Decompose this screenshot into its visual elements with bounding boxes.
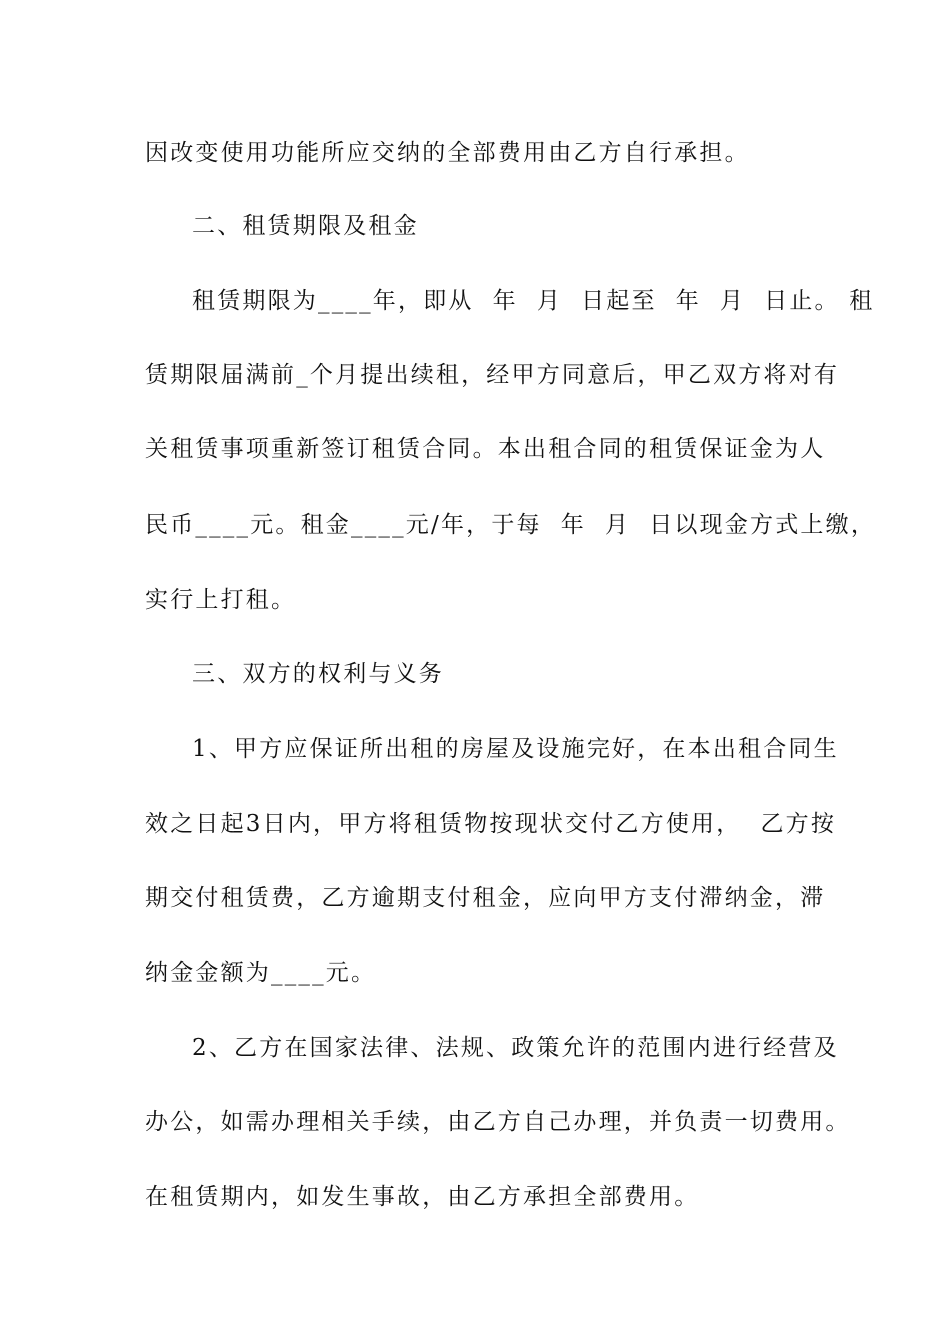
section-heading-rights-obligations: 三、双方的权利与义务 bbox=[192, 661, 444, 687]
paragraph-line: 赁期限届满前_个月提出续租，经甲方同意后，甲乙双方将对有 bbox=[145, 362, 840, 388]
paragraph-line: 1、甲方应保证所出租的房屋及设施完好，在本出租合同生 bbox=[192, 736, 839, 762]
paragraph-line: 期交付租赁费，乙方逾期支付租金，应向甲方支付滞纳金，滞 bbox=[145, 885, 826, 911]
paragraph-line: 因改变使用功能所应交纳的全部费用由乙方自行承担。 bbox=[145, 140, 750, 166]
paragraph-line: 效之日起3日内，甲方将租赁物按现状交付乙方使用， 乙方按 bbox=[145, 811, 837, 837]
paragraph-line: 民币____元。租金____元/年，于每 年 月 日以现金方式上缴， bbox=[145, 512, 877, 538]
paragraph-line: 关租赁事项重新签订租赁合同。本出租合同的租赁保证金为人 bbox=[145, 436, 826, 462]
paragraph-line: 实行上打租。 bbox=[145, 587, 297, 613]
section-heading-lease-term: 二、租赁期限及租金 bbox=[192, 213, 419, 239]
paragraph-line: 办公，如需办理相关手续，由乙方自己办理，并负责一切费用。 bbox=[145, 1109, 851, 1135]
paragraph-line: 纳金金额为____元。 bbox=[145, 960, 377, 986]
paragraph-line: 2、乙方在国家法律、法规、政策允许的范围内进行经营及 bbox=[192, 1035, 839, 1061]
paragraph-line: 在租赁期内，如发生事故，由乙方承担全部费用。 bbox=[145, 1184, 700, 1210]
paragraph-line: 租赁期限为____年，即从 年 月 日起至 年 月 日止。 租 bbox=[192, 288, 875, 314]
